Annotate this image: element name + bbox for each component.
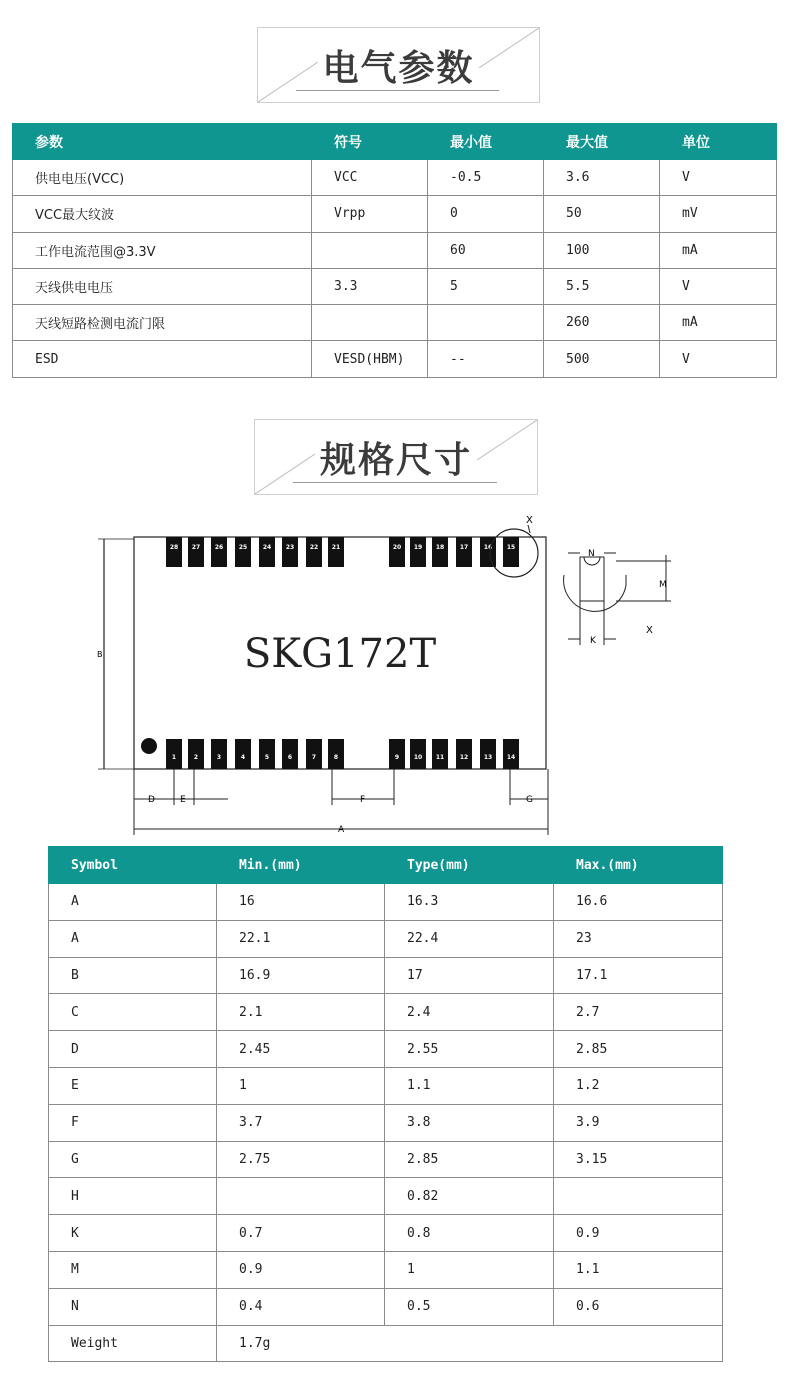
header-max: 最大值 <box>544 124 660 160</box>
cell-max: 2.85 <box>554 1031 723 1068</box>
dimension-title: 规格尺寸 <box>319 440 472 481</box>
top-pin <box>235 537 251 567</box>
table-row <box>49 1141 723 1178</box>
label-x: X <box>526 515 533 526</box>
top-pin <box>389 537 405 567</box>
top-pin-label: 17 <box>459 544 469 551</box>
table-row <box>49 1251 723 1288</box>
detail-leader <box>528 525 530 533</box>
cell-min: -- <box>428 341 544 377</box>
bottom-pin-label: 8 <box>333 754 339 761</box>
pad-detail <box>564 553 671 645</box>
bottom-pin-label: 9 <box>394 754 400 761</box>
cell-max: 0.9 <box>554 1215 723 1252</box>
pad-detail-arc <box>564 575 626 611</box>
cell-min: 0.7 <box>217 1215 385 1252</box>
bottom-pin-label: 13 <box>483 754 493 761</box>
top-pin <box>306 537 322 567</box>
table-row <box>49 1067 723 1104</box>
top-pin-row <box>166 537 519 567</box>
cell-max: 260 <box>544 305 660 341</box>
cell-symbol: M <box>49 1251 217 1288</box>
module-drawing <box>96 505 696 845</box>
cell-min: 5 <box>428 268 544 304</box>
table-row <box>49 957 723 994</box>
table-row <box>49 1178 723 1215</box>
label-m: M <box>659 580 667 590</box>
bottom-pin-label: 7 <box>311 754 317 761</box>
table-row <box>49 1215 723 1252</box>
cell-max: 1.2 <box>554 1067 723 1104</box>
cell-min: 3.7 <box>217 1104 385 1141</box>
cell-min: 0.9 <box>217 1251 385 1288</box>
cell-symbol: D <box>49 1031 217 1068</box>
cell-max: 500 <box>544 341 660 377</box>
cell-max: 1.1 <box>554 1251 723 1288</box>
cell-min: 16.9 <box>217 957 385 994</box>
cell-min: 16 <box>217 884 385 921</box>
top-pin-label: 27 <box>191 544 201 551</box>
cell-type: 1.1 <box>385 1067 554 1104</box>
top-pin-label: 18 <box>435 544 445 551</box>
top-pin <box>503 537 519 567</box>
table-row <box>13 341 777 377</box>
top-pin-label: 26 <box>214 544 224 551</box>
cell-symbol <box>312 305 428 341</box>
cell-symbol: VCC <box>312 160 428 196</box>
header-type: Type(mm) <box>385 847 554 884</box>
cell-max: 3.6 <box>544 160 660 196</box>
top-pin <box>432 537 448 567</box>
cell-type: 1 <box>385 1251 554 1288</box>
cell-min: 0 <box>428 196 544 232</box>
cell-symbol: Vrpp <box>312 196 428 232</box>
header-max: Max.(mm) <box>554 847 723 884</box>
top-pin-label: 19 <box>413 544 423 551</box>
header-unit: 单位 <box>660 124 777 160</box>
top-pin-label: 16 <box>483 544 493 551</box>
cell-max: 17.1 <box>554 957 723 994</box>
table-row <box>13 196 777 232</box>
dimension-section-title <box>254 419 538 495</box>
cell-min: 2.1 <box>217 994 385 1031</box>
table-row <box>49 1288 723 1325</box>
cell-type: 0.82 <box>385 1178 554 1215</box>
bottom-pin-label: 3 <box>216 754 222 761</box>
electrical-section-title <box>257 27 540 103</box>
bottom-pin-label: 11 <box>435 754 445 761</box>
cell-type: 2.4 <box>385 994 554 1031</box>
cell-max: 3.9 <box>554 1104 723 1141</box>
electrical-title: 电气参数 <box>322 48 475 89</box>
label-a: A <box>338 825 345 835</box>
table-row <box>49 1104 723 1141</box>
table-row <box>13 305 777 341</box>
cell-symbol: N <box>49 1288 217 1325</box>
top-pin-label: 15 <box>506 544 516 551</box>
header-param: 参数 <box>13 124 312 160</box>
top-pin-label: 25 <box>238 544 248 551</box>
cell-symbol: 3.3 <box>312 268 428 304</box>
cell-max: 2.7 <box>554 994 723 1031</box>
top-pin-label: 21 <box>331 544 341 551</box>
header-min: Min.(mm) <box>217 847 385 884</box>
label-k: K <box>590 636 596 646</box>
cell-max: 16.6 <box>554 884 723 921</box>
dimension-header-row <box>49 847 723 884</box>
cell-max: 50 <box>544 196 660 232</box>
top-pin-label: 20 <box>392 544 402 551</box>
label-x2: X <box>646 625 653 636</box>
cell-symbol: K <box>49 1215 217 1252</box>
cell-unit: mA <box>660 232 777 268</box>
table-row <box>49 920 723 957</box>
cell-min <box>217 1178 385 1215</box>
cell-min: 22.1 <box>217 920 385 957</box>
electrical-table <box>12 123 777 378</box>
cell-max: 5.5 <box>544 268 660 304</box>
cell-symbol <box>312 232 428 268</box>
cell-min: -0.5 <box>428 160 544 196</box>
top-pin-label: 24 <box>262 544 272 551</box>
label-n: N <box>588 549 595 559</box>
cell-param: VCC最大纹波 <box>13 196 312 232</box>
label-e: E <box>180 795 186 805</box>
top-pin <box>188 537 204 567</box>
header-min: 最小值 <box>428 124 544 160</box>
cell-min: 0.4 <box>217 1288 385 1325</box>
bottom-pin-label: 4 <box>240 754 246 761</box>
bottom-pin-row <box>166 739 519 769</box>
title-underline <box>296 90 499 91</box>
top-pin <box>282 537 298 567</box>
bottom-pin-label: 2 <box>193 754 199 761</box>
cell-param: 工作电流范围@3.3V <box>13 232 312 268</box>
table-row <box>13 160 777 196</box>
cell-type: 2.55 <box>385 1031 554 1068</box>
cell-symbol: A <box>49 920 217 957</box>
electrical-header-row <box>13 124 777 160</box>
cell-symbol: H <box>49 1178 217 1215</box>
cell-max: 100 <box>544 232 660 268</box>
cell-unit: mA <box>660 305 777 341</box>
cell-type: 17 <box>385 957 554 994</box>
label-f: F <box>360 795 366 805</box>
dimension-table <box>48 846 723 1362</box>
cell-min: 60 <box>428 232 544 268</box>
bottom-pin-label: 12 <box>459 754 469 761</box>
top-pin-label: 22 <box>309 544 319 551</box>
cell-type: 0.5 <box>385 1288 554 1325</box>
weight-value: 1.7g <box>217 1325 723 1362</box>
cell-min: 1 <box>217 1067 385 1104</box>
top-pin <box>456 537 472 567</box>
cell-min <box>428 305 544 341</box>
cell-type: 16.3 <box>385 884 554 921</box>
top-pin-label: 23 <box>285 544 295 551</box>
cell-min: 2.45 <box>217 1031 385 1068</box>
table-row <box>49 1031 723 1068</box>
cell-unit: mV <box>660 196 777 232</box>
cell-symbol: G <box>49 1141 217 1178</box>
cell-type: 22.4 <box>385 920 554 957</box>
table-row <box>49 884 723 921</box>
top-pin <box>410 537 426 567</box>
cell-param: 供电电压(VCC) <box>13 160 312 196</box>
weight-row <box>49 1325 723 1362</box>
cell-type: 2.85 <box>385 1141 554 1178</box>
bottom-pin-label: 10 <box>413 754 423 761</box>
bottom-pin-label: 5 <box>264 754 270 761</box>
title-underline <box>293 482 497 483</box>
top-pin <box>259 537 275 567</box>
cell-unit: V <box>660 268 777 304</box>
weight-label: Weight <box>49 1325 217 1362</box>
cell-unit: V <box>660 160 777 196</box>
cell-symbol: F <box>49 1104 217 1141</box>
cell-max: 3.15 <box>554 1141 723 1178</box>
bottom-pin-label: 6 <box>287 754 293 761</box>
cell-symbol: E <box>49 1067 217 1104</box>
cell-param: 天线短路检测电流门限 <box>13 305 312 341</box>
cell-param: ESD <box>13 341 312 377</box>
cell-symbol: B <box>49 957 217 994</box>
chip-label: SKG172T <box>243 631 437 677</box>
top-pin <box>166 537 182 567</box>
top-pin <box>211 537 227 567</box>
pad-detail-rect <box>580 557 604 601</box>
cell-type: 3.8 <box>385 1104 554 1141</box>
label-b: B <box>97 650 103 659</box>
table-row <box>13 232 777 268</box>
cell-max: 0.6 <box>554 1288 723 1325</box>
label-g: G <box>526 795 533 805</box>
table-row <box>49 994 723 1031</box>
cell-max: 23 <box>554 920 723 957</box>
cell-max <box>554 1178 723 1215</box>
cell-min: 2.75 <box>217 1141 385 1178</box>
pin1-marker <box>141 738 157 754</box>
label-d: D <box>148 795 155 805</box>
cell-unit: V <box>660 341 777 377</box>
table-row <box>13 268 777 304</box>
cell-symbol: C <box>49 994 217 1031</box>
cell-param: 天线供电电压 <box>13 268 312 304</box>
bottom-pin-label: 14 <box>506 754 516 761</box>
top-pin <box>328 537 344 567</box>
cell-symbol: VESD(HBM) <box>312 341 428 377</box>
cell-symbol: A <box>49 884 217 921</box>
top-pin-label: 28 <box>169 544 179 551</box>
bottom-pin-label: 1 <box>171 754 177 761</box>
cell-type: 0.8 <box>385 1215 554 1252</box>
header-symbol: Symbol <box>49 847 217 884</box>
header-symbol: 符号 <box>312 124 428 160</box>
